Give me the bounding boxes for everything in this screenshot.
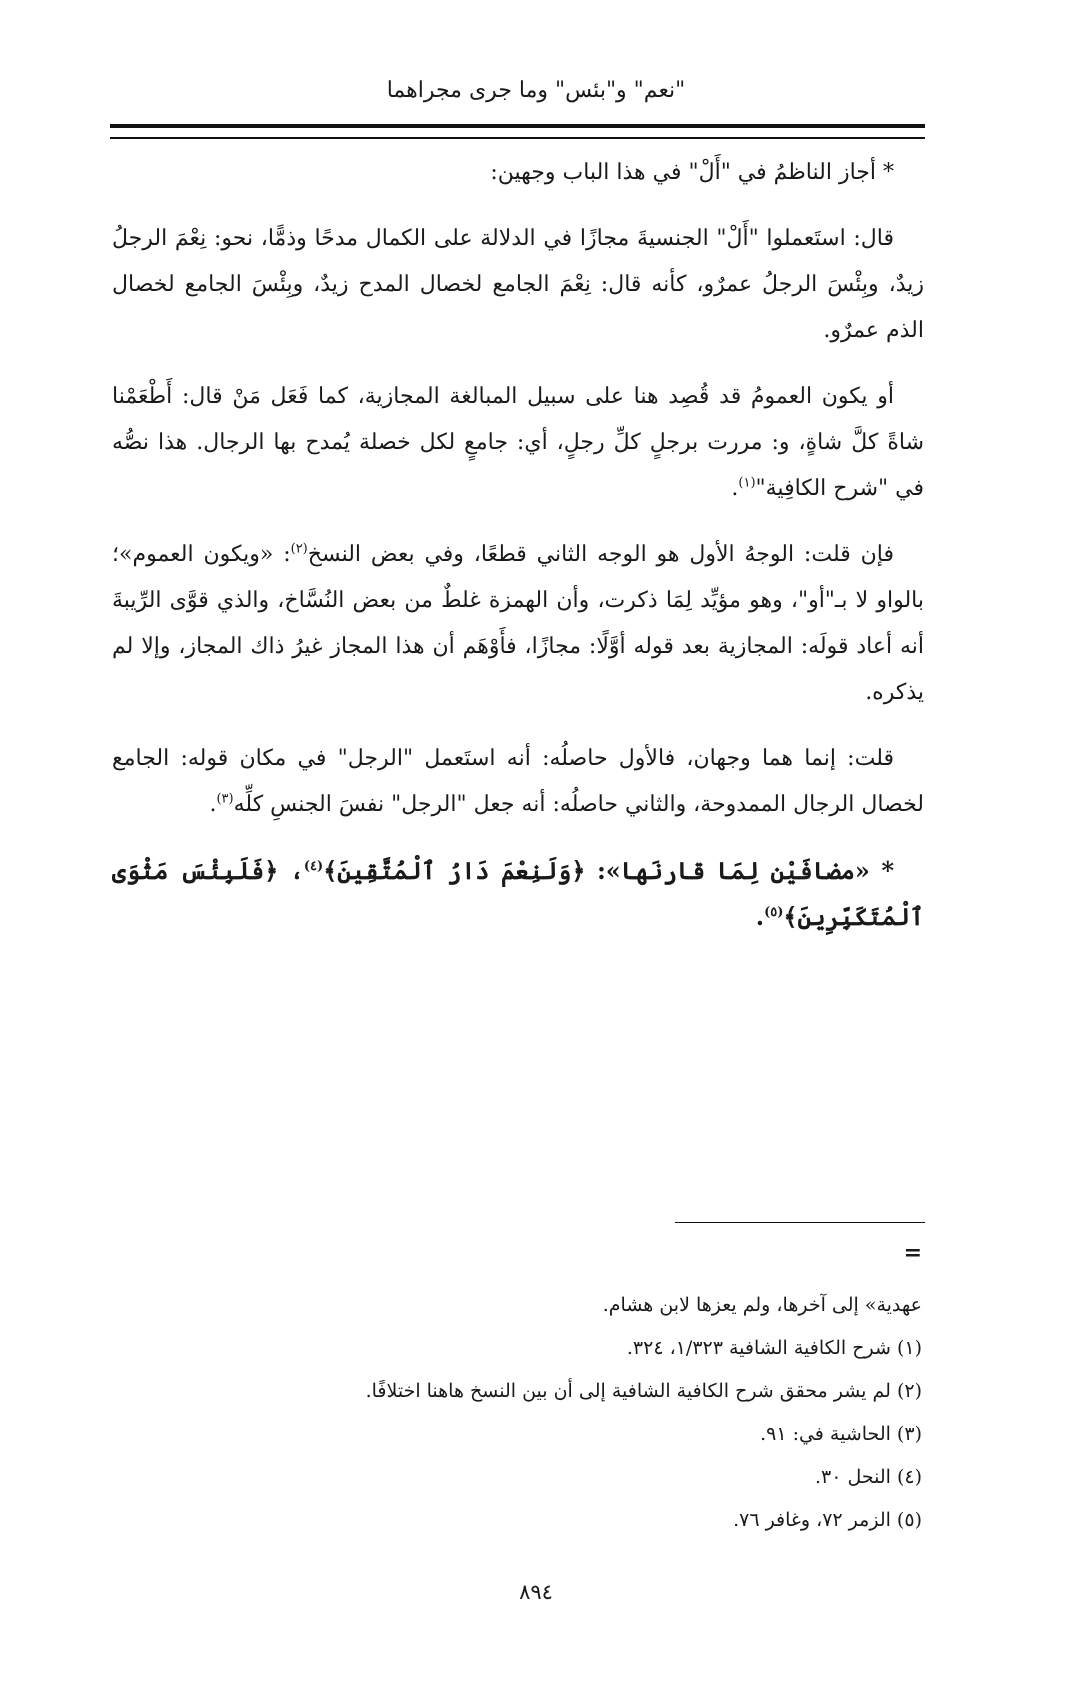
page-number: ٨٩٤ xyxy=(519,1580,553,1604)
paragraph-5-text: قلت: إنما هما وجهان، فالأول حاصلُه: أنه استَعمل "الرجل" في مكان قوله: الجامع لخصال الرجال الممدوحة، والثاني حاصلُه: أنه جعل "الرجل" نفسَ الجنسِ كلِّه xyxy=(112,746,924,817)
footnote-2: (٢) لم يشر محقق شرح الكافية الشافية إلى أن بين النسخ هاهنا اختلافًا. xyxy=(365,1380,922,1402)
header-rule-thin xyxy=(110,137,925,139)
running-header: "نعم" و"بئس" وما جرى مجراهما xyxy=(386,78,686,103)
footnote-ref-3[interactable]: (٣) xyxy=(216,791,234,807)
paragraph-3-text: أو يكون العمومُ قد قُصِد هنا على سبيل المبالغة المجازية، كما فَعَل مَنْ قال: أَطْعَمْنا شاةً كلَّ شاةٍ، و: مررت برجلٍ كلِّ رجلٍ، أي: جامعٍ لكل خصلة يُمدح بها الرجال. هذا نصُّه في "شرح الكافِية" xyxy=(112,384,924,501)
paragraph-2: قال: استَعملوا "أَلْ" الجنسيةَ مجازًا في الدلالة على الكمال مدحًا وذمًّا، نحو: نِعْمَ الرجلُ زيدٌ، وبِئْسَ الرجلُ عمرٌو، كأنه قال: نِعْمَ الجامع لخصال المدح زيدٌ، وبِئْسَ الجامع لخصال الذم عمرٌو. xyxy=(112,226,924,343)
header-rule-thick xyxy=(110,124,925,128)
paragraph-6-text-b: ، ﴿فَلَبِئْسَ مَثْوَى ٱلْمُتَكَبِّرِينَ﴾ xyxy=(112,856,924,931)
paragraph-5 xyxy=(112,736,924,828)
footnote-ref-4[interactable]: (٤) xyxy=(303,859,324,874)
footnote-ref-2[interactable]: (٢) xyxy=(290,541,308,557)
paragraph-6-text-a: * «مضافَيْن لِمَا قارنَها»: ﴿وَلَنِعْمَ دَارُ ٱلْمُتَّقِينَ﴾ xyxy=(323,856,894,885)
paragraph-4-text-a: فإن قلت: الوجهُ الأول هو الوجه الثاني قطعًا، وفي بعض النسخ xyxy=(307,542,894,567)
paragraph-6-end: . xyxy=(755,902,765,931)
paragraph-4 xyxy=(112,532,924,716)
footnote-continuation-mark: = xyxy=(903,1240,922,1266)
main-text xyxy=(112,150,924,960)
footnote-3: (٣) الحاشية في: ٩١. xyxy=(760,1423,922,1445)
paragraph-3-end: . xyxy=(731,476,739,501)
footnotes xyxy=(202,1284,922,1542)
footnote-1: (١) شرح الكافية الشافية ١/٣٢٣، ٣٢٤. xyxy=(626,1337,922,1359)
footnote-4: (٤) النحل ٣٠. xyxy=(814,1466,922,1488)
footnote-separator xyxy=(675,1222,925,1223)
paragraph-3 xyxy=(112,374,924,512)
paragraph-1: * أجاز الناظمُ في "أَلْ" في هذا الباب وجهين: xyxy=(490,160,894,185)
paragraph-6-quran xyxy=(112,848,924,940)
footnote-ref-1[interactable]: (١) xyxy=(738,475,756,491)
footnote-ref-5[interactable]: (٥) xyxy=(764,905,784,920)
footnote-5: (٥) الزمر ٧٢، وغافر ٧٦. xyxy=(733,1509,922,1531)
paragraph-5-end: . xyxy=(209,792,217,817)
paragraph-4-text-b: : «ويكون العموم»؛ بالواو لا بـ"أو"، وهو مؤيِّد لِمَا ذكرت، وأن الهمزة غلطٌ من بعض النُسَّاخ، والذي قوَّى الرِّيبةَ أنه أعاد قولَه: المجازية بعد قوله أوَّلًا: مجازًا، فأَوْهَم أن هذا المجاز غيرُ ذاك المجاز، وإلا لم يذكره. xyxy=(112,542,924,705)
footnote-continuation: عهدية» إلى آخرها، ولم يعزها لابن هشام. xyxy=(602,1294,922,1316)
